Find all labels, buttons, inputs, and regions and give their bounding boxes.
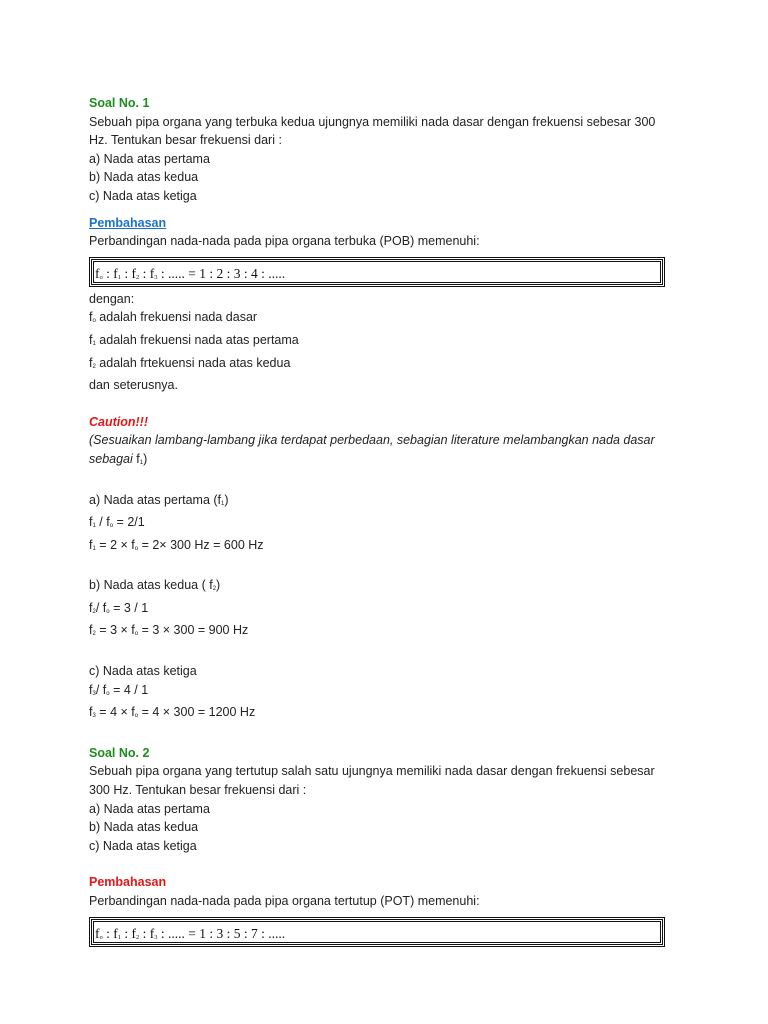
soal1-title: Soal No. 1 [89, 96, 150, 110]
solusi-b-title: b) Nada atas kedua ( f2) [89, 578, 221, 593]
def-f0: fo adalah frekuensi nada dasar [89, 310, 258, 325]
pembahasan2-intro: Perbandingan nada-nada pada pipa organa tertutup (POT) memenuhi: [89, 894, 480, 908]
pembahasan1-link[interactable]: Pembahasan [89, 215, 167, 230]
formula-box-pob [89, 257, 665, 287]
soal1-option-b: b) Nada atas kedua [89, 170, 199, 185]
soal1-question-line1: Sebuah pipa organa yang terbuka kedua ujungnya memiliki nada dasar dengan frekuensi sebesar 300 [89, 114, 656, 129]
soal2-option-b: b) Nada atas kedua [89, 820, 199, 835]
caution-title: Caution!!! [89, 414, 149, 429]
caution-note-line1: (Sesuaikan lambang-lambang jika terdapat perbedaan, sebagian literature melambangkan nada dasar [89, 433, 655, 448]
solusi-a-ratio: f1 / fo = 2/1 [89, 515, 145, 530]
solusi-a-calc: f1 = 2 × fo = 2× 300 Hz = 600 Hz [89, 537, 264, 552]
soal1-option-a: a) Nada atas pertama [89, 151, 210, 166]
solusi-b-ratio: f2/ fo = 3 / 1 [89, 600, 149, 615]
soal1-option-c: c) Nada atas ketiga [89, 188, 197, 203]
dengan-label: dengan: [89, 291, 135, 306]
formula-pot: fo : f1 : f2 : f3 : ..... = 1 : 3 : 5 : 7 : ..... [95, 925, 286, 941]
solusi-c-ratio: f3/ fo = 4 / 1 [89, 682, 149, 697]
soal2-question-line2: 300 Hz. Tentukan besar frekuensi dari : [89, 783, 307, 798]
pembahasan1-intro: Perbandingan nada-nada pada pipa organa terbuka (POB) memenuhi: [89, 234, 480, 249]
solusi-c-title: c) Nada atas ketiga [89, 664, 197, 679]
dan-seterusnya: dan seterusnya. [89, 378, 178, 393]
caution-note-line2: sebagai f1) [89, 451, 148, 466]
solusi-a-title: a) Nada atas pertama (f1) [89, 492, 229, 507]
def-f1: f1 adalah frekuensi nada atas pertama [89, 332, 299, 347]
pembahasan2-title: Pembahasan [89, 875, 167, 890]
solusi-b-calc: f2 = 3 × fo = 3 × 300 = 900 Hz [89, 623, 249, 638]
soal2-option-a: a) Nada atas pertama [89, 801, 210, 816]
def-f2: f2 adalah frtekuensi nada atas kedua [89, 355, 291, 370]
solusi-c-calc: f3 = 4 × fo = 4 × 300 = 1200 Hz [89, 705, 256, 720]
soal2-title: Soal No. 2 [89, 745, 150, 760]
document-page [89, 94, 679, 947]
soal2-option-c: c) Nada atas ketiga [89, 838, 197, 853]
formula-pob: fo : f1 : f2 : f3 : ..... = 1 : 2 : 3 : 4 : ..... [95, 265, 286, 281]
formula-box-pot [89, 917, 665, 947]
soal2-question-line1: Sebuah pipa organa yang tertutup salah satu ujungnya memiliki nada dasar dengan frekuensi sebesar [89, 764, 655, 779]
soal1-question-line2: Hz. Tentukan besar frekuensi dari : [89, 133, 282, 148]
